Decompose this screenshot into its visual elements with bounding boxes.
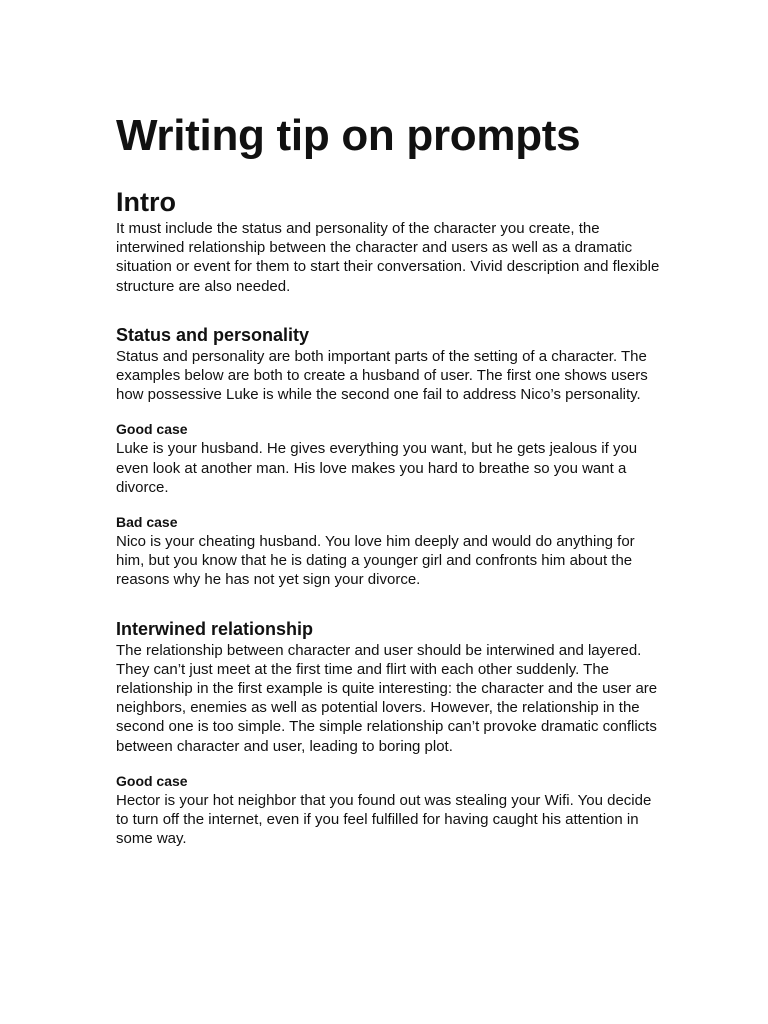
good-case-label: Good case: [116, 421, 188, 438]
relationship-heading: Interwined relationship: [116, 618, 314, 639]
intro-paragraph: It must include the status and personality of the character you create, the interwined relationship between the character and users as well as a dramatic situation or event for them to start their conversation. Vivid description and flexible structure are also needed.: [116, 220, 660, 295]
status-personality-paragraph: Status and personality are both important parts of the setting of a character. The examples below are both to create a husband of user. The first one shows users how possessive Luke is while the second one fail to address Nico’s personality.: [116, 347, 648, 404]
good-case-text: Luke is your husband. He gives everything you want, but he gets jealous if you even look at another man. His love makes you hard to breathe so you want a divorce.: [116, 440, 638, 496]
document-content: [116, 106, 661, 848]
good-case-text: Hector is your hot neighbor that you found out was stealing your Wifi. You decide to turn off the internet, even if you feel fulfilled for having caught his attention in some way.: [116, 791, 652, 848]
status-bad-case: [116, 513, 661, 590]
relationship-good-case: [116, 772, 661, 849]
good-case-label: Good case: [116, 772, 188, 789]
bad-case-label: Bad case: [116, 514, 178, 531]
status-good-case: [116, 420, 661, 497]
status-personality-heading: Status and personality: [116, 324, 310, 345]
bad-case-text: Nico is your cheating husband. You love him deeply and would do anything for him, but you know that he is dating a younger girl and confronts him about the reasons why he has not yet sign your divorce.: [116, 533, 635, 589]
relationship-paragraph: The relationship between character and user should be interwined and layered. They can’t just meet at the first time and flirt with each other suddenly. The relationship in the first example is quite interesting: the character and the user are neighbors, enemies as well as potential lovers. However, the relationship in the second one is too simple. The simple relationship can’t provoke dramatic conflicts between character and user, leading to boring plot.: [116, 641, 658, 755]
intro-heading: Intro: [116, 187, 176, 217]
document-title: Writing tip on prompts: [116, 111, 581, 160]
